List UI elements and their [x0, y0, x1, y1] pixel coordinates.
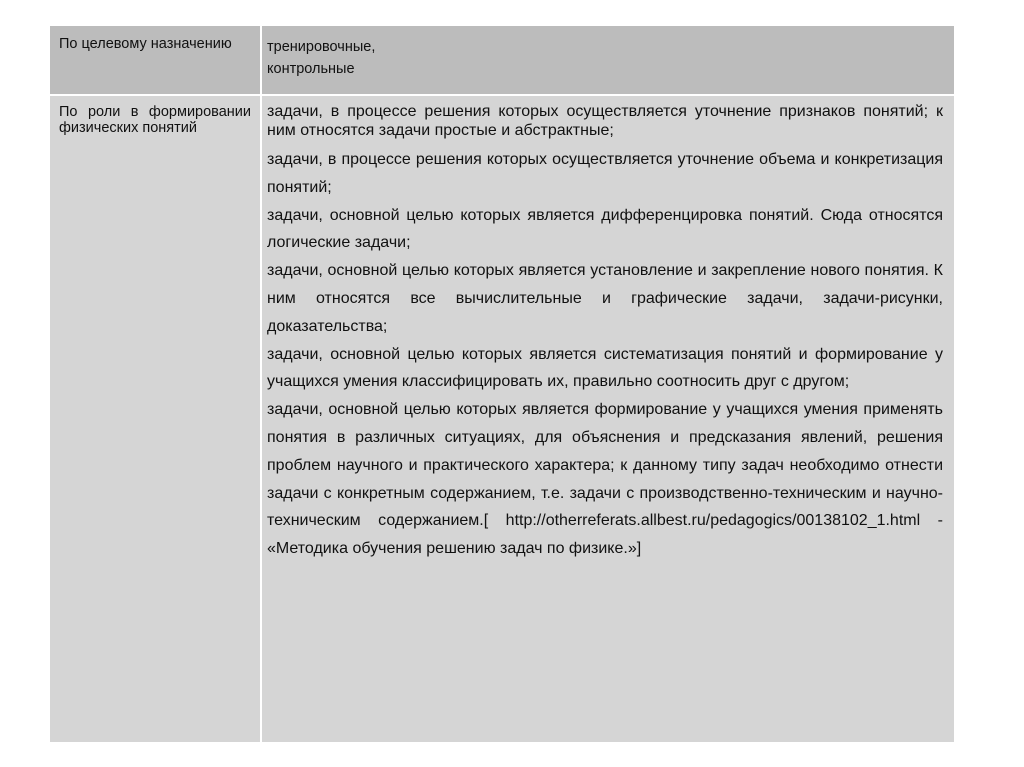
content-line: тренировочные, — [267, 39, 376, 55]
content-paragraph: задачи, основной целью которых является установление и закрепление нового понятия. К ним относятся все вычислительные и графические задачи, задачи-рисунки, доказательства; — [267, 262, 943, 335]
content-line: контрольные — [267, 61, 355, 77]
content-paragraph: задачи, основной целью которых является формирование у учащихся умения применять понятия в различных ситуациях, для объяснения и предсказания явлений, решения проблем научного и практического характера; к данному типу задач необходимо отнести задачи с конкретным содержанием, т.е. задачи с производственно-техническим и научно-техническим содержанием.[ http://otherreferats.allbest.ru/pedagogics/00138102_1.html - «Методика обучения решению задач по физике.»] — [267, 401, 943, 558]
row-label: По целевому назначению — [59, 36, 232, 52]
classification-table — [50, 26, 954, 742]
content-paragraph: задачи, в процессе решения которых осуществляется уточнение объема и конкретизация понятий; — [267, 151, 943, 196]
table-row — [50, 96, 954, 742]
content-paragraph: задачи, основной целью которых является систематизация понятий и формирование у учащихся умения классифицировать их, правильно соотносить друг с другом; — [267, 345, 943, 391]
row-content — [267, 102, 943, 563]
content-paragraph: задачи, в процессе решения которых осуществляется уточнение признаков понятий; к ним относятся задачи простые и абстрактные; — [267, 103, 943, 139]
content-paragraph: задачи, основной целью которых является дифференцировка понятий. Сюда относятся логические задачи; — [267, 206, 943, 252]
row-label: По роли в формировании физических понятий — [59, 104, 251, 136]
column-divider — [260, 26, 262, 742]
table-row — [50, 26, 954, 94]
row-content — [267, 36, 943, 80]
